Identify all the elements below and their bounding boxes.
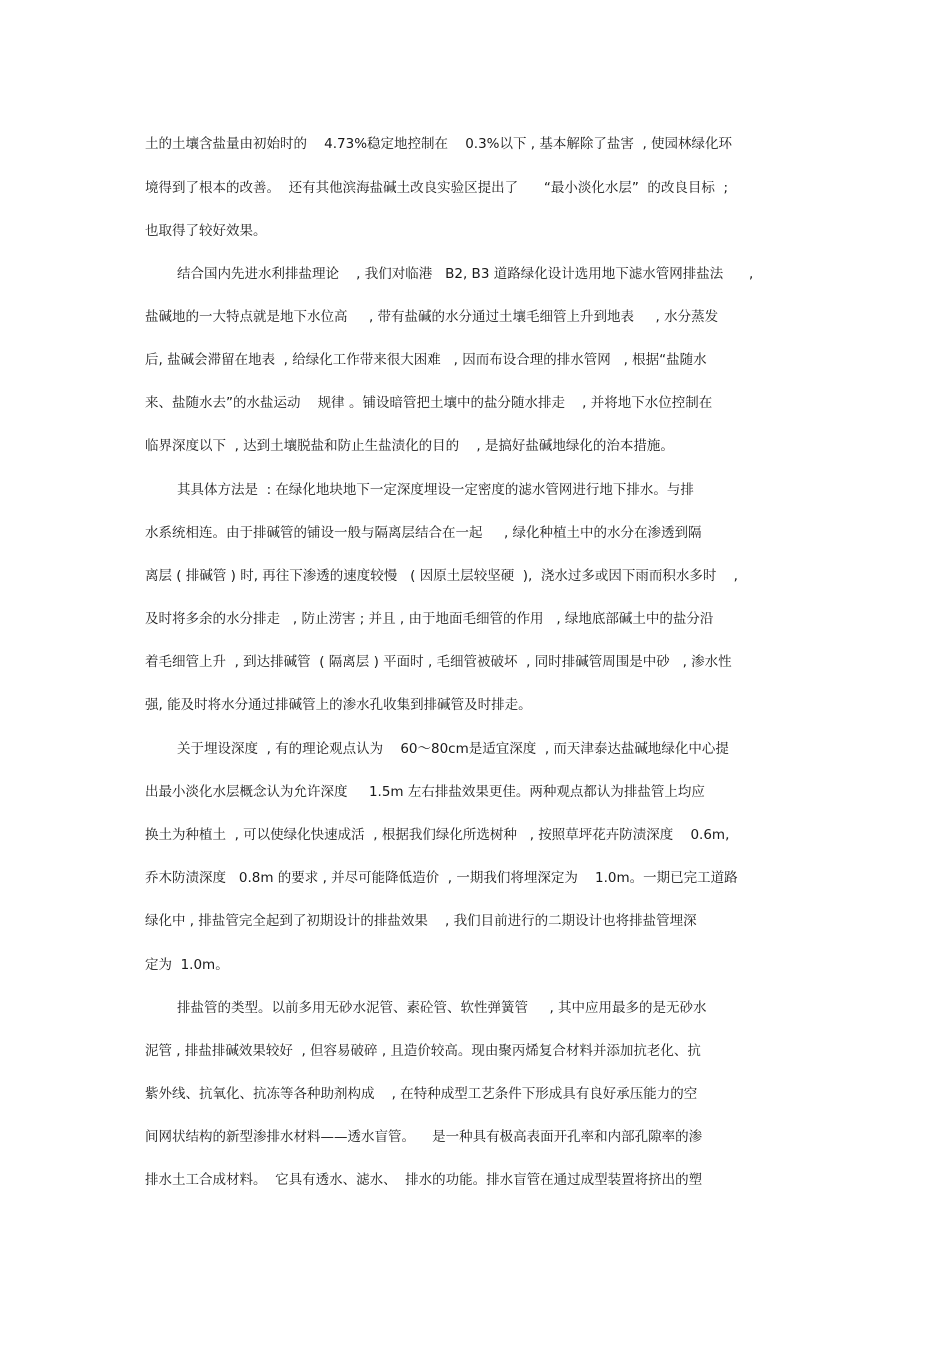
- text-line: 出最小淡化水层概念认为允许深度 1.5m 左右排盐效果更佳。两种观点都认为排盐管上均应: [145, 784, 705, 800]
- text-line: 水系统相连。由于排碱管的铺设一般与隔离层结合在一起 , 绿化种植土中的水分在渗透到隔: [145, 525, 702, 541]
- text-line: 盐碱地的一大特点就是地下水位高 , 带有盐碱的水分通过土壤毛细管上升到地表 , 水分蒸发: [145, 309, 719, 325]
- text-line: 临界深度以下 , 达到土壤脱盐和防止生盐渍化的目的 , 是搞好盐碱地绿化的治本措施。: [145, 438, 674, 454]
- text-line: 土的土壤含盐量由初始时的 4.73%稳定地控制在 0.3%以下 , 基本解除了盐害 , 使园林绿化环: [145, 136, 733, 152]
- paragraph-start-line: 结合国内先进水利排盐理论 , 我们对临港 B2, B3 道路绿化设计选用地下滤水管网排盐法 ,: [177, 266, 754, 282]
- text-line: 强, 能及时将水分通过排碱管上的渗水孔收集到排碱管及时排走。: [145, 697, 532, 713]
- text-line: 紫外线、抗氧化、抗冻等各种助剂构成 , 在特种成型工艺条件下形成具有良好承压能力的空: [145, 1086, 698, 1102]
- text-line: 间网状结构的新型渗排水材料——透水盲管。 是一种具有极高表面开孔率和内部孔隙率的渗: [145, 1129, 703, 1145]
- paragraph-start-line: 关于埋设深度 , 有的理论观点认为 60～80cm是适宜深度 , 而天津泰达盐碱地绿化中心提: [177, 741, 729, 757]
- text-line: 乔木防渍深度 0.8m 的要求 , 并尽可能降低造价 , 一期我们将埋深定为 1.0m。一期已完工道路: [145, 870, 738, 886]
- paragraph-start-line: 其具体方法是 : 在绿化地块地下一定深度埋设一定密度的滤水管网进行地下排水。与排: [177, 482, 694, 498]
- text-line: 离层 ( 排碱管 ) 时, 再往下渗透的速度较慢 ( 因原土层较坚硬 ), 浇水过多或因下雨而积水多时 ,: [145, 568, 738, 584]
- text-line: 后, 盐碱会滞留在地表 , 给绿化工作带来很大困难 , 因而布设合理的排水管网 , 根据“盐随水: [145, 352, 707, 368]
- text-line: 绿化中 , 排盐管完全起到了初期设计的排盐效果 , 我们目前进行的二期设计也将排盐管埋深: [145, 913, 697, 929]
- text-line: 也取得了较好效果。: [145, 223, 267, 239]
- text-line: 换土为种植土 , 可以使绿化快速成活 , 根据我们绿化所选树种 , 按照草坪花卉防渍深度 0.6m,: [145, 827, 730, 843]
- text-line: 及时将多余的水分排走 , 防止涝害 ; 并且 , 由于地面毛细管的作用 , 绿地底部碱土中的盐分沿: [145, 611, 714, 627]
- paragraph-start-line: 排盐管的类型。以前多用无砂水泥管、素砼管、软性弹簧管 , 其中应用最多的是无砂水: [177, 1000, 707, 1016]
- text-line: 排水土工合成材料。 它具有透水、滤水、 排水的功能。排水盲管在通过成型装置将挤出的塑: [145, 1172, 703, 1188]
- text-line: 境得到了根本的改善。 还有其他滨海盐碱土改良实验区提出了 “最小淡化水层” 的改良目标 ;: [145, 180, 729, 196]
- text-line: 着毛细管上升 , 到达排碱管 ( 隔离层 ) 平面时 , 毛细管被破坏 , 同时排碱管周围是中砂 , 渗水性: [145, 654, 732, 670]
- text-line: 泥管 , 排盐排碱效果较好 , 但容易破碎 , 且造价较高。现由聚丙烯复合材料并添加抗老化、抗: [145, 1043, 701, 1059]
- text-line: 来、盐随水去”的水盐运动 规律 。铺设暗管把土壤中的盐分随水排走 , 并将地下水位控制在: [145, 395, 713, 411]
- text-line: 定为 1.0m。: [145, 957, 229, 973]
